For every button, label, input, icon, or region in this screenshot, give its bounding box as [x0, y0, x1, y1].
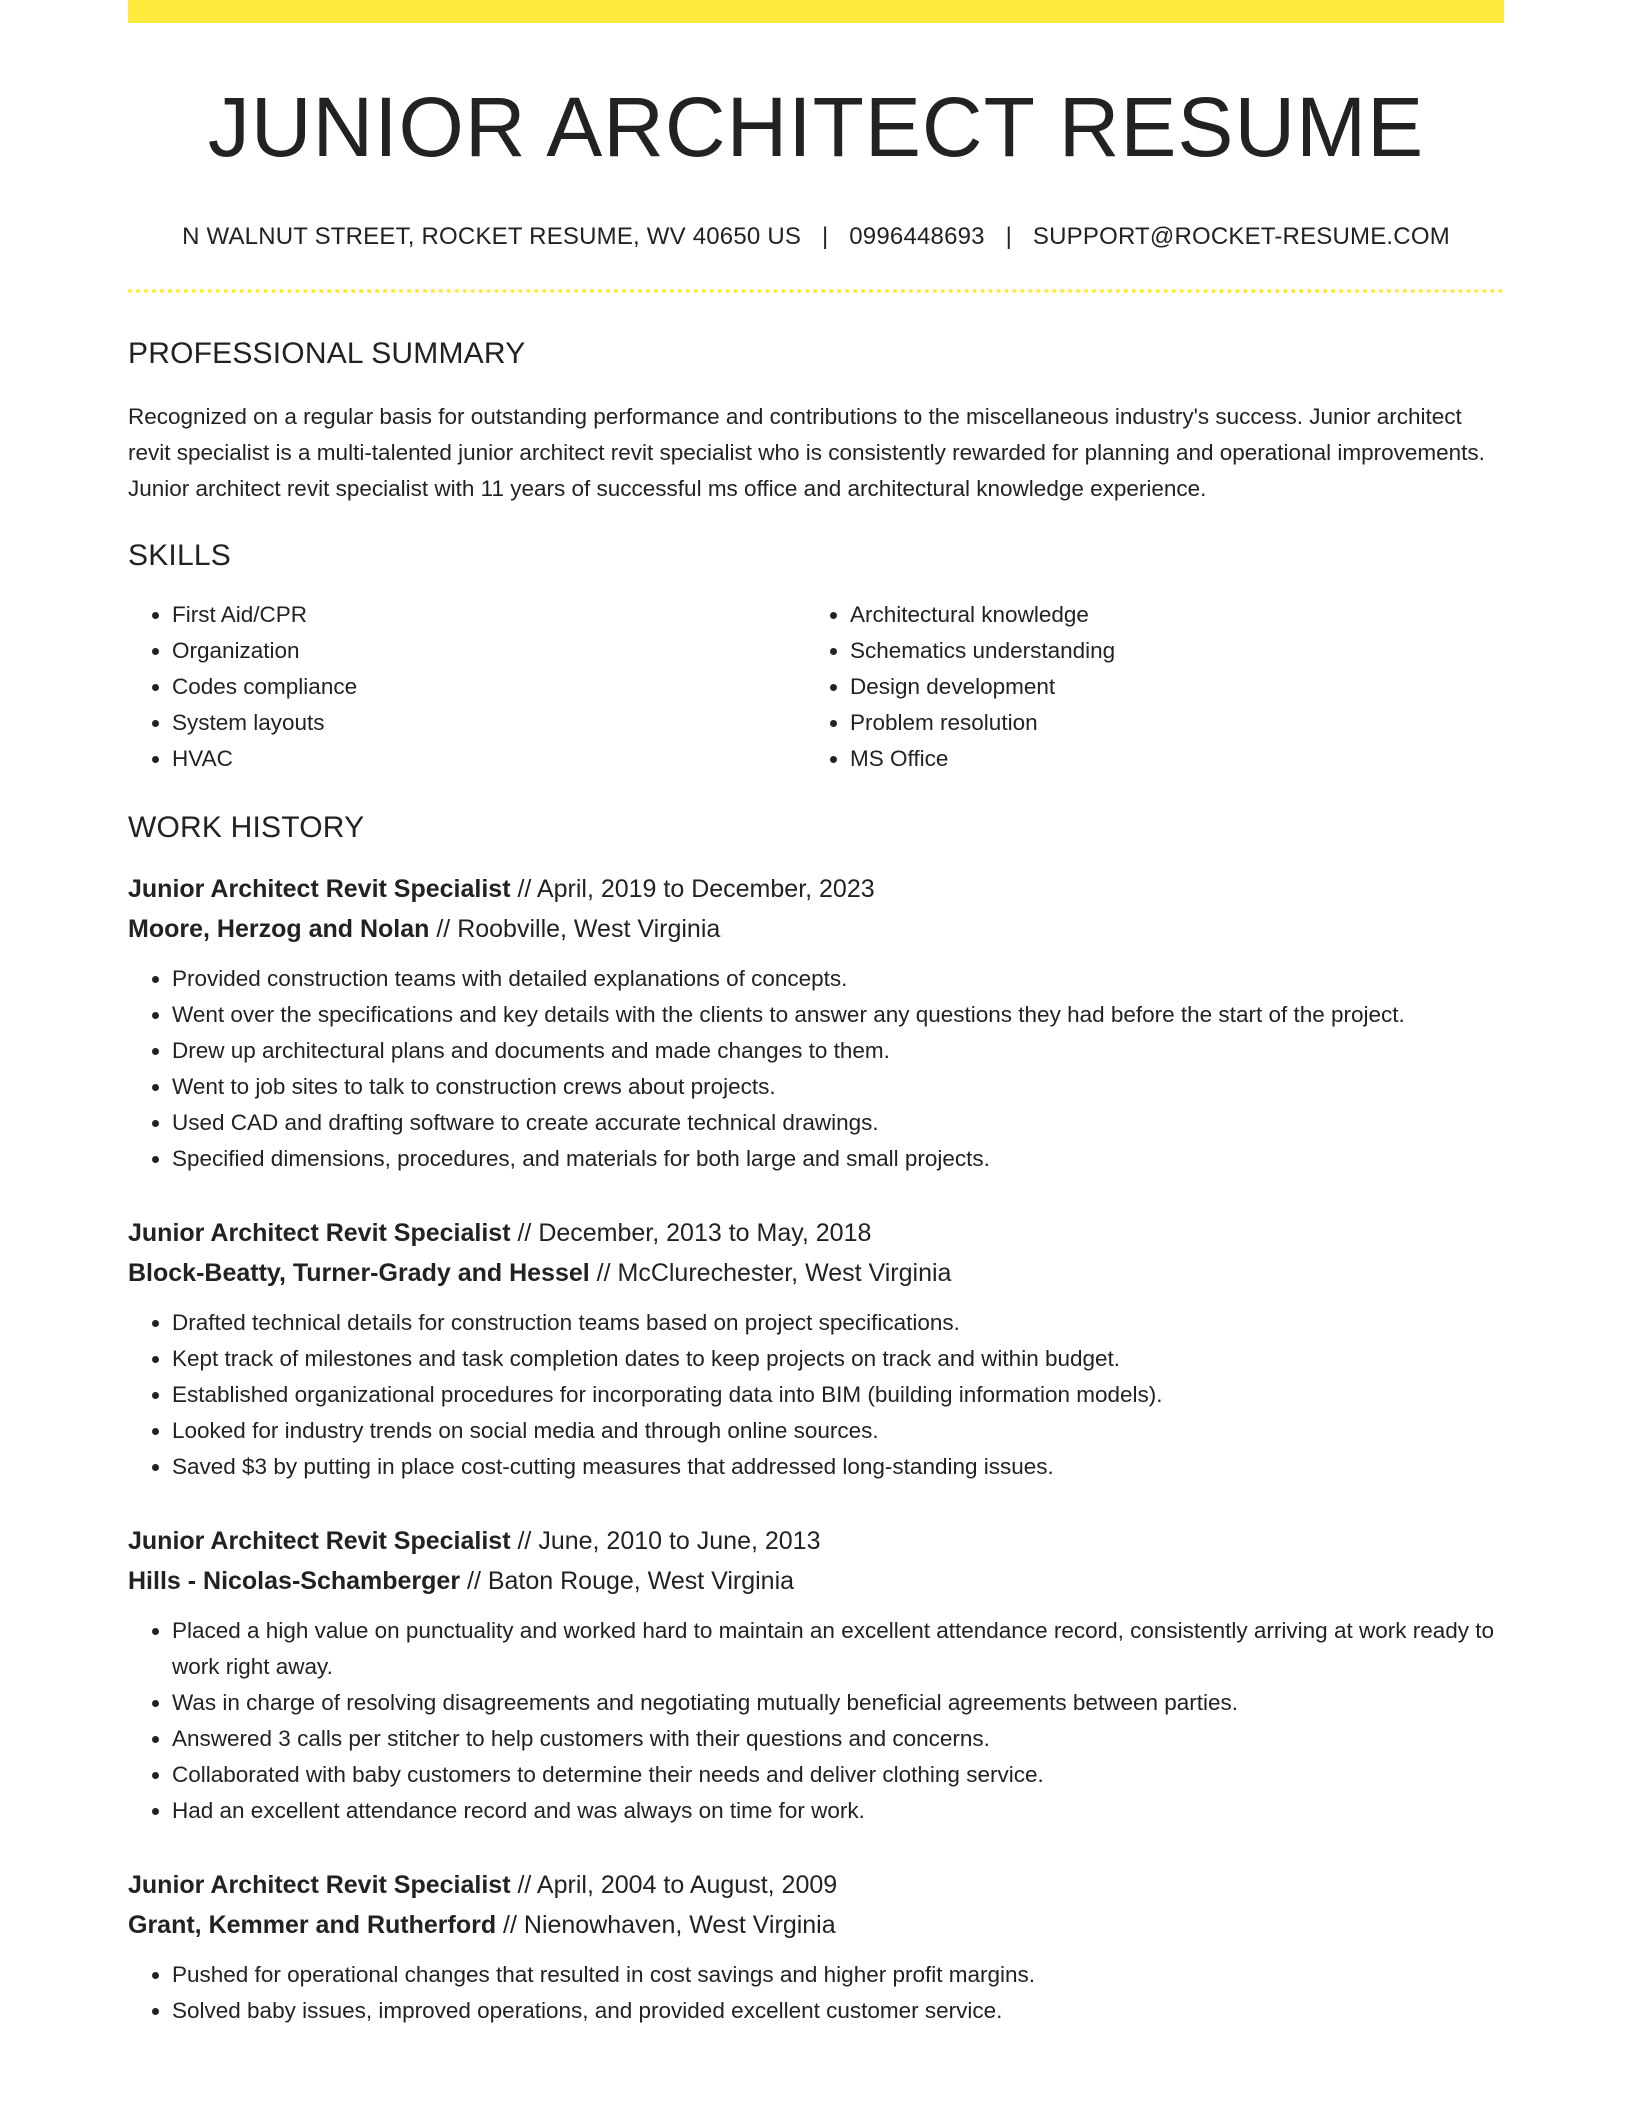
skills-column-right — [806, 597, 1484, 777]
duty-item: • Went to job sites to talk to construction crews about projects. — [172, 1069, 1504, 1105]
duty-item: • Collaborated with baby customers to determine their needs and deliver clothing service. — [172, 1757, 1504, 1793]
duty-item: • Pushed for operational changes that resulted in cost savings and higher profit margins. — [172, 1957, 1504, 1993]
duty-item: • Had an excellent attendance record and was always on time for work. — [172, 1793, 1504, 1829]
contact-email: SUPPORT@ROCKET-RESUME.COM — [1032, 223, 1450, 251]
duty-item: • Answered 3 calls per stitcher to help customers with their questions and concerns. — [172, 1721, 1504, 1757]
skill-item: • Architectural knowledge — [850, 597, 1484, 633]
duty-item: • Solved baby issues, improved operations, and provided excellent customer service. — [172, 1993, 1504, 2029]
skill-item: • Schematics understanding — [850, 633, 1484, 669]
job-dates: // April, 2019 to December, 2023 — [510, 875, 875, 904]
job-dates: // December, 2013 to May, 2018 — [510, 1219, 872, 1248]
skill-item: • Problem resolution — [850, 705, 1484, 741]
duty-item: • Was in charge of resolving disagreements and negotiating mutually beneficial agreements between parties. — [172, 1685, 1504, 1721]
skill-item: • HVAC — [172, 741, 806, 777]
job-entry — [128, 869, 1504, 1177]
contact-separator: | — [821, 223, 829, 251]
resume-page — [128, 0, 1504, 2029]
contact-line — [128, 223, 1504, 251]
summary-text: Recognized on a regular basis for outstanding performance and contributions to the miscellaneous industry's success. Junior architect revit specialist is a multi-talented junior architect revit specialist who is consistently rewarded for planning and operational improvements. Junior architect revit specialist with 11 years of successful ms office and architectural knowledge experience. — [128, 404, 1485, 502]
skill-item: • Organization — [172, 633, 806, 669]
job-location: // Roobville, West Virginia — [429, 915, 721, 944]
job-company: Grant, Kemmer and Rutherford — [128, 1911, 497, 1940]
job-title-line — [128, 1521, 1504, 1561]
job-title-line — [128, 1213, 1504, 1253]
skill-item: • Design development — [850, 669, 1484, 705]
duty-item: • Used CAD and drafting software to create accurate technical drawings. — [172, 1105, 1504, 1141]
summary-heading: PROFESSIONAL SUMMARY — [128, 337, 526, 371]
job-company-line — [128, 1561, 1504, 1601]
job-entry — [128, 1865, 1504, 2029]
job-title: Junior Architect Revit Specialist — [128, 1219, 511, 1248]
job-dates: // June, 2010 to June, 2013 — [510, 1527, 821, 1556]
job-company-line — [128, 1253, 1504, 1293]
job-company-line — [128, 909, 1504, 949]
skills-column-left — [128, 597, 806, 777]
skill-item: • Codes compliance — [172, 669, 806, 705]
job-title: Junior Architect Revit Specialist — [128, 1527, 511, 1556]
job-duties — [128, 1305, 1504, 1485]
job-entry — [128, 1521, 1504, 1829]
duty-item: • Provided construction teams with detailed explanations of concepts. — [172, 961, 1504, 997]
duty-item: • Drafted technical details for construction teams based on project specifications. — [172, 1305, 1504, 1341]
duty-item: • Specified dimensions, procedures, and materials for both large and small projects. — [172, 1141, 1504, 1177]
skills-heading: SKILLS — [128, 539, 231, 573]
job-duties — [128, 961, 1504, 1177]
skill-item: • System layouts — [172, 705, 806, 741]
dotted-divider — [128, 289, 1504, 293]
job-location: // Baton Rouge, West Virginia — [460, 1567, 795, 1596]
duty-item: • Went over the specifications and key details with the clients to answer any questions they had before the start of the project. — [172, 997, 1504, 1033]
job-location: // Nienowhaven, West Virginia — [496, 1911, 836, 1940]
job-location: // McClurechester, West Virginia — [589, 1259, 952, 1288]
job-company: Moore, Herzog and Nolan — [128, 915, 430, 944]
job-duties — [128, 1957, 1504, 2029]
job-company: Hills - Nicolas-Schamberger — [128, 1567, 461, 1596]
top-accent-bar — [128, 0, 1504, 23]
job-title: Junior Architect Revit Specialist — [128, 875, 511, 904]
contact-separator: | — [1005, 223, 1013, 251]
job-dates: // April, 2004 to August, 2009 — [510, 1871, 838, 1900]
resume-title: JUNIOR ARCHITECT RESUME — [207, 80, 1425, 174]
skill-item: • First Aid/CPR — [172, 597, 806, 633]
contact-address: N WALNUT STREET, ROCKET RESUME, WV 40650 US — [182, 223, 802, 251]
job-title-line — [128, 869, 1504, 909]
job-company-line — [128, 1905, 1504, 1945]
job-duties — [128, 1613, 1504, 1829]
duty-item: • Looked for industry trends on social media and through online sources. — [172, 1413, 1504, 1449]
job-title: Junior Architect Revit Specialist — [128, 1871, 511, 1900]
job-company: Block-Beatty, Turner-Grady and Hessel — [128, 1259, 590, 1288]
duty-item: • Established organizational procedures for incorporating data into BIM (building information models). — [172, 1377, 1504, 1413]
duty-item: • Placed a high value on punctuality and worked hard to maintain an excellent attendance record, consistently arriving at work ready to work right away. — [172, 1613, 1504, 1685]
duty-item: • Drew up architectural plans and documents and made changes to them. — [172, 1033, 1504, 1069]
skill-item: • MS Office — [850, 741, 1484, 777]
job-entry — [128, 1213, 1504, 1485]
skills-list — [128, 597, 1504, 777]
contact-phone: 0996448693 — [849, 223, 985, 251]
job-title-line — [128, 1865, 1504, 1905]
work-history-heading: WORK HISTORY — [128, 811, 365, 845]
duty-item: • Kept track of milestones and task completion dates to keep projects on track and within budget. — [172, 1341, 1504, 1377]
duty-item: • Saved $3 by putting in place cost-cutting measures that addressed long-standing issues. — [172, 1449, 1504, 1485]
